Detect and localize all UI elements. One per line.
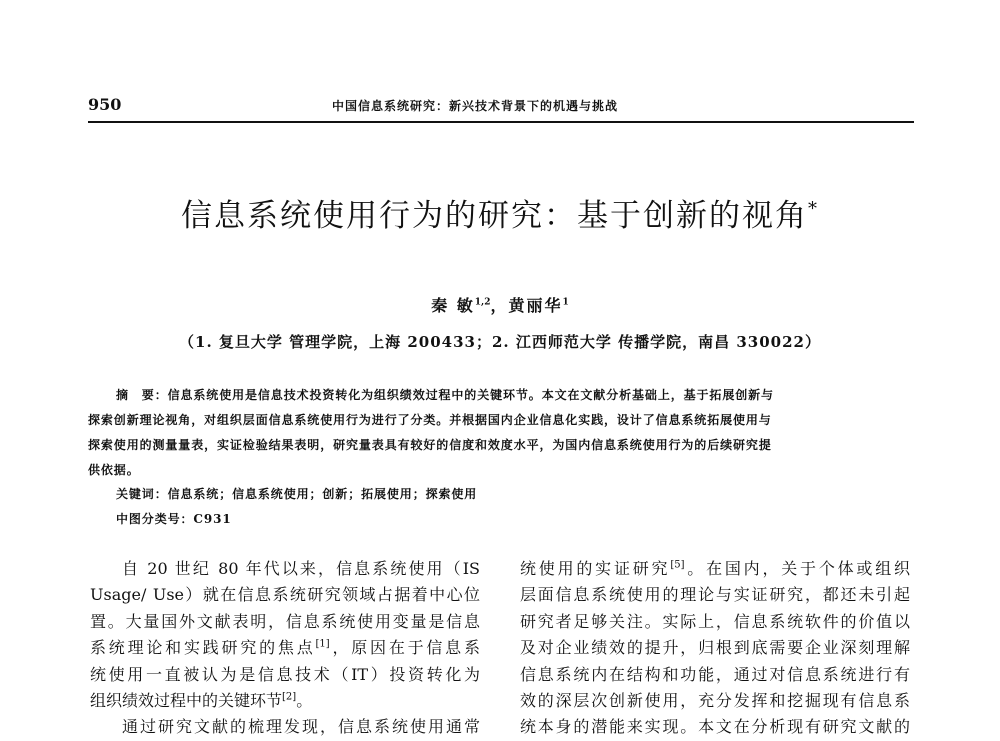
body-column-left bbox=[90, 556, 480, 741]
body-line: 效的深层次创新使用，充分发挥和挖掘现有信息系 bbox=[520, 691, 910, 711]
author-affiliation-mark: 1,2 bbox=[474, 297, 491, 308]
page-number: 950 bbox=[88, 95, 122, 114]
body-line bbox=[520, 556, 910, 582]
body-line: 信息系统内在结构和功能，通过对信息系统进行有 bbox=[520, 664, 910, 684]
abstract-line bbox=[88, 386, 914, 403]
abstract-line bbox=[88, 461, 914, 478]
authors bbox=[0, 293, 1000, 316]
citation-ref: [1] bbox=[315, 638, 330, 650]
classification-label: 中图分类号： bbox=[116, 512, 194, 526]
abstract-text: 探索使用的测量量表，实证检验结果表明，研究量表具有较好的信度和效度水平，为国内信息系统使用行为的后续研究提 bbox=[88, 438, 772, 452]
keywords bbox=[116, 485, 477, 502]
body-line: 及对企业绩效的提升，归根到底需要企业深刻理解 bbox=[520, 638, 910, 658]
body-line: 研究者足够关注。实际上，信息系统软件的价值以 bbox=[520, 611, 910, 631]
classification-code: C931 bbox=[193, 512, 232, 526]
body-text: 组织绩效过程中的关键环节 bbox=[90, 691, 283, 711]
body-column-right bbox=[520, 556, 910, 741]
body-line: 统本身的潜能来实现。本文在分析现有研究文献的 bbox=[520, 717, 910, 737]
body-line: 层面信息系统使用的理论与实证研究，都还未引起 bbox=[520, 585, 910, 605]
author-name: 秦 敏 bbox=[431, 296, 475, 315]
body-text: 。在国内，关于个体或组织 bbox=[684, 559, 910, 578]
author-separator: ， bbox=[490, 296, 509, 315]
author-affiliation-mark: 1 bbox=[562, 297, 569, 308]
body-line: Usage/ Use）就在信息系统研究领域占据着中心位 bbox=[90, 585, 480, 605]
citation-ref: [5] bbox=[670, 559, 685, 571]
classification bbox=[116, 510, 232, 527]
author-name: 黄丽华 bbox=[508, 296, 563, 315]
abstract-label: 摘 要： bbox=[116, 388, 168, 402]
keywords-label: 关键词： bbox=[116, 487, 168, 501]
abstract-text: 供依据。 bbox=[88, 463, 140, 477]
affiliations: （1. 复旦大学 管理学院，上海 200433；2. 江西师范大学 传播学院，南昌 330022） bbox=[179, 333, 821, 351]
header-rule bbox=[88, 121, 914, 123]
body-line bbox=[90, 635, 480, 661]
body-text: ，原因在于信息系 bbox=[329, 638, 480, 658]
body-text: 系统理论和实践研究的焦点 bbox=[90, 638, 316, 658]
body-line: 通过研究文献的梳理发现，信息系统使用通常 bbox=[122, 717, 480, 737]
paper-title-text: 信息系统使用行为的研究：基于创新的视角 bbox=[181, 198, 808, 234]
body-text: 。 bbox=[296, 691, 313, 711]
citation-ref: [2] bbox=[282, 691, 297, 703]
body-line: 自 20 世纪 80 年代以来，信息系统使用（IS bbox=[122, 559, 480, 578]
abstract-text: 信息系统使用是信息技术投资转化为组织绩效过程中的关键环节。本文在文献分析基础上，基于拓展创新与 bbox=[167, 388, 774, 402]
abstract-line bbox=[88, 436, 914, 453]
keywords-text: 信息系统；信息系统使用；创新；拓展使用；探索使用 bbox=[167, 487, 478, 501]
running-title: 中国信息系统研究：新兴技术背景下的机遇与挑战 bbox=[332, 99, 619, 113]
title-footnote-mark: * bbox=[808, 198, 819, 220]
body-text: 统使用的实证研究 bbox=[520, 559, 671, 578]
body-line bbox=[90, 688, 480, 714]
body-line: 置。大量国外文献表明，信息系统使用变量是信息 bbox=[90, 611, 480, 631]
abstract-line bbox=[88, 411, 914, 428]
body-line: 统使用一直被认为是信息技术（IT）投资转化为 bbox=[90, 664, 480, 684]
paper-title bbox=[0, 190, 1000, 235]
abstract-text: 探索创新理论视角，对组织层面信息系统使用行为进行了分类。并根据国内企业信息化实践，设计了信息系统拓展使用与 bbox=[88, 413, 772, 427]
